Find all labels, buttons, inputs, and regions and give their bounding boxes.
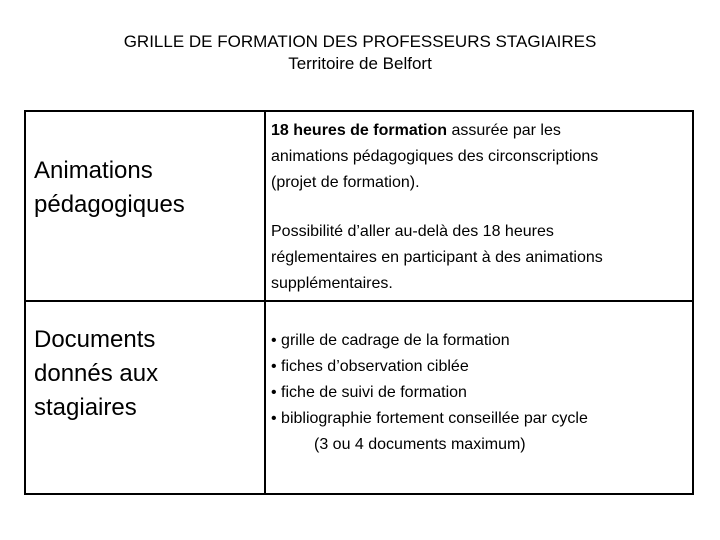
- text-line: supplémentaires.: [271, 275, 393, 292]
- text-line: réglementaires en participant à des animations: [271, 249, 603, 266]
- row-label-line: donnés aux: [34, 360, 159, 387]
- list-item: • grille de cadrage de la formation: [271, 332, 510, 349]
- row-label-line: Documents: [34, 326, 156, 353]
- list-note: (3 ou 4 documents maximum): [314, 436, 526, 453]
- documents-list: [271, 328, 691, 458]
- page-subtitle: Territoire de Belfort: [288, 54, 432, 73]
- list-item: • bibliographie fortement conseillée par cycle: [271, 410, 588, 427]
- bold-phrase: 18 heures de formation: [271, 122, 448, 139]
- row-label-animations: [34, 154, 185, 222]
- row-label-line: pédagogiques: [34, 191, 185, 218]
- list-item: • fiche de suivi de formation: [271, 384, 467, 401]
- animations-paragraph-2: [271, 219, 691, 297]
- column-divider: [264, 112, 266, 493]
- list-item: • fiches d’observation ciblée: [271, 358, 469, 375]
- training-grid-table: [24, 110, 694, 495]
- text-span: assurée par les: [447, 122, 561, 139]
- animations-paragraph-1: [271, 118, 691, 196]
- row-label-line: Animations: [34, 157, 153, 184]
- text-line: (projet de formation).: [271, 174, 420, 191]
- page-header: [0, 31, 720, 75]
- row-label-line: stagiaires: [34, 394, 137, 421]
- text-line: animations pédagogiques des circonscriptions: [271, 148, 599, 165]
- text-line: Possibilité d’aller au-delà des 18 heures: [271, 223, 554, 240]
- page-title: GRILLE DE FORMATION DES PROFESSEURS STAGIAIRES: [123, 32, 597, 51]
- row-label-documents: [34, 323, 158, 425]
- text-line: [271, 118, 691, 144]
- row-divider: [26, 300, 692, 302]
